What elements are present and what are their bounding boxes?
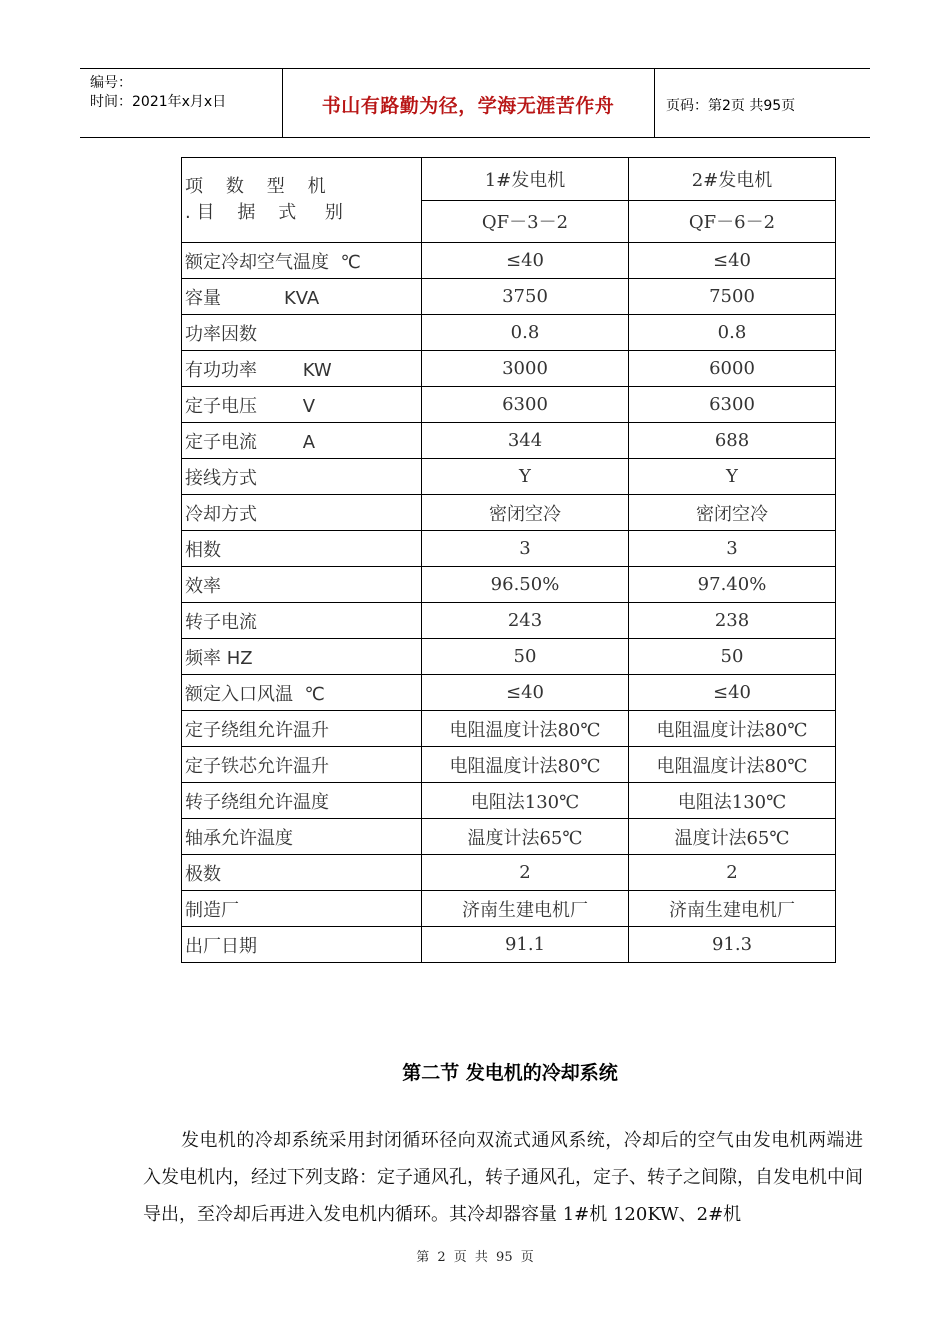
row-value-gen1: 344 xyxy=(422,423,629,459)
table-row xyxy=(182,603,836,639)
section-title: 第二节 发电机的冷却系统 xyxy=(402,1062,618,1084)
table-row xyxy=(182,459,836,495)
row-value-gen2: 电阻法130℃ xyxy=(629,783,836,819)
row-value-gen2: 密闭空冷 xyxy=(629,495,836,531)
row-label: 转子绕组允许温度 xyxy=(182,783,422,819)
row-label: 容量 KVA xyxy=(182,279,422,315)
row-value-gen2: 0.8 xyxy=(629,315,836,351)
row-value-gen2: 电阻温度计法80℃ xyxy=(629,747,836,783)
row-label: 定子电流 A xyxy=(182,423,422,459)
col2-title: 2#发电机 xyxy=(629,158,836,201)
row-value-gen1: 电阻温度计法80℃ xyxy=(422,711,629,747)
table-row xyxy=(182,783,836,819)
row-value-gen1: 243 xyxy=(422,603,629,639)
row-label: 额定入口风温 ℃ xyxy=(182,675,422,711)
row-label: 相数 xyxy=(182,531,422,567)
row-value-gen2: 238 xyxy=(629,603,836,639)
row-value-gen1: Y xyxy=(422,459,629,495)
row-value-gen2: 97.40% xyxy=(629,567,836,603)
row-label: 效率 xyxy=(182,567,422,603)
table-header-row-1 xyxy=(182,158,836,201)
table-row xyxy=(182,639,836,675)
header-meta xyxy=(80,69,283,137)
table-row xyxy=(182,495,836,531)
row-value-gen2: Y xyxy=(629,459,836,495)
row-label: 有功功率 KW xyxy=(182,351,422,387)
table-row xyxy=(182,423,836,459)
row-value-gen1: 电阻法130℃ xyxy=(422,783,629,819)
header-motto-cell xyxy=(282,69,655,137)
row-value-gen1: 6300 xyxy=(422,387,629,423)
row-value-gen1: 3750 xyxy=(422,279,629,315)
row-value-gen2: 济南生建电机厂 xyxy=(629,891,836,927)
row-value-gen1: 2 xyxy=(422,855,629,891)
number-label: 编号： xyxy=(90,75,132,91)
row-value-gen1: 0.8 xyxy=(422,315,629,351)
table-row xyxy=(182,891,836,927)
row-value-gen2: 2 xyxy=(629,855,836,891)
table-row xyxy=(182,243,836,279)
header-corner-line2: . 目 据 式 别 xyxy=(185,202,343,223)
row-value-gen2: 50 xyxy=(629,639,836,675)
row-value-gen2: 688 xyxy=(629,423,836,459)
row-value-gen2: 7500 xyxy=(629,279,836,315)
row-value-gen1: 3 xyxy=(422,531,629,567)
col2-model: QF－6－2 xyxy=(629,200,836,243)
row-label: 轴承允许温度 xyxy=(182,819,422,855)
table-row xyxy=(182,711,836,747)
header-page-cell xyxy=(656,69,870,137)
row-label: 定子电压 V xyxy=(182,387,422,423)
page-info: 页码：第2页 共95页 xyxy=(666,98,796,114)
col1-model: QF－3－2 xyxy=(422,200,629,243)
row-value-gen2: 91.3 xyxy=(629,927,836,963)
motto: 书山有路勤为径，学海无涯苦作舟 xyxy=(321,95,615,117)
row-value-gen1: ≤40 xyxy=(422,243,629,279)
row-label: 频率 HZ xyxy=(182,639,422,675)
row-value-gen1: 91.1 xyxy=(422,927,629,963)
row-label: 定子铁芯允许温升 xyxy=(182,747,422,783)
table-row xyxy=(182,279,836,315)
row-label: 接线方式 xyxy=(182,459,422,495)
row-label: 极数 xyxy=(182,855,422,891)
body-paragraph: 发电机的冷却系统采用封闭循环径向双流式通风系统，冷却后的空气由发电机两端进入发电机内，经过下列支路：定子通风孔，转子通风孔，定子、转子之间隙，自发电机中间导出，至冷却后再进入发电机内循环。其冷却器容量 1#机 120KW、2#机 xyxy=(143,1130,863,1225)
row-value-gen2: 电阻温度计法80℃ xyxy=(629,711,836,747)
row-value-gen1: ≤40 xyxy=(422,675,629,711)
row-label: 定子绕组允许温升 xyxy=(182,711,422,747)
table-row xyxy=(182,675,836,711)
row-value-gen1: 密闭空冷 xyxy=(422,495,629,531)
row-value-gen1: 电阻温度计法80℃ xyxy=(422,747,629,783)
table-header-corner xyxy=(182,158,422,243)
row-value-gen2: ≤40 xyxy=(629,675,836,711)
generator-spec-table xyxy=(181,157,836,963)
header-corner-line1: 项 数 型 机 xyxy=(185,176,326,197)
row-value-gen1: 温度计法65℃ xyxy=(422,819,629,855)
row-label: 额定冷却空气温度 ℃ xyxy=(182,243,422,279)
table-row xyxy=(182,351,836,387)
table-row xyxy=(182,819,836,855)
row-label: 制造厂 xyxy=(182,891,422,927)
row-value-gen2: 温度计法65℃ xyxy=(629,819,836,855)
section-body xyxy=(143,1122,863,1233)
row-label: 转子电流 xyxy=(182,603,422,639)
table-row xyxy=(182,927,836,963)
row-value-gen1: 96.50% xyxy=(422,567,629,603)
row-label: 出厂日期 xyxy=(182,927,422,963)
page-footer: 第 2 页 共 95 页 xyxy=(416,1250,534,1265)
row-value-gen1: 济南生建电机厂 xyxy=(422,891,629,927)
col1-title: 1#发电机 xyxy=(422,158,629,201)
table-row xyxy=(182,315,836,351)
page-header xyxy=(80,68,870,138)
row-value-gen2: 6000 xyxy=(629,351,836,387)
table-row xyxy=(182,531,836,567)
table-row xyxy=(182,387,836,423)
row-label: 功率因数 xyxy=(182,315,422,351)
row-value-gen2: ≤40 xyxy=(629,243,836,279)
row-value-gen1: 3000 xyxy=(422,351,629,387)
row-value-gen2: 6300 xyxy=(629,387,836,423)
table-row xyxy=(182,567,836,603)
row-value-gen2: 3 xyxy=(629,531,836,567)
row-value-gen1: 50 xyxy=(422,639,629,675)
table-row xyxy=(182,747,836,783)
row-label: 冷却方式 xyxy=(182,495,422,531)
table-row xyxy=(182,855,836,891)
time-label: 时间：2021年x月x日 xyxy=(90,94,227,110)
